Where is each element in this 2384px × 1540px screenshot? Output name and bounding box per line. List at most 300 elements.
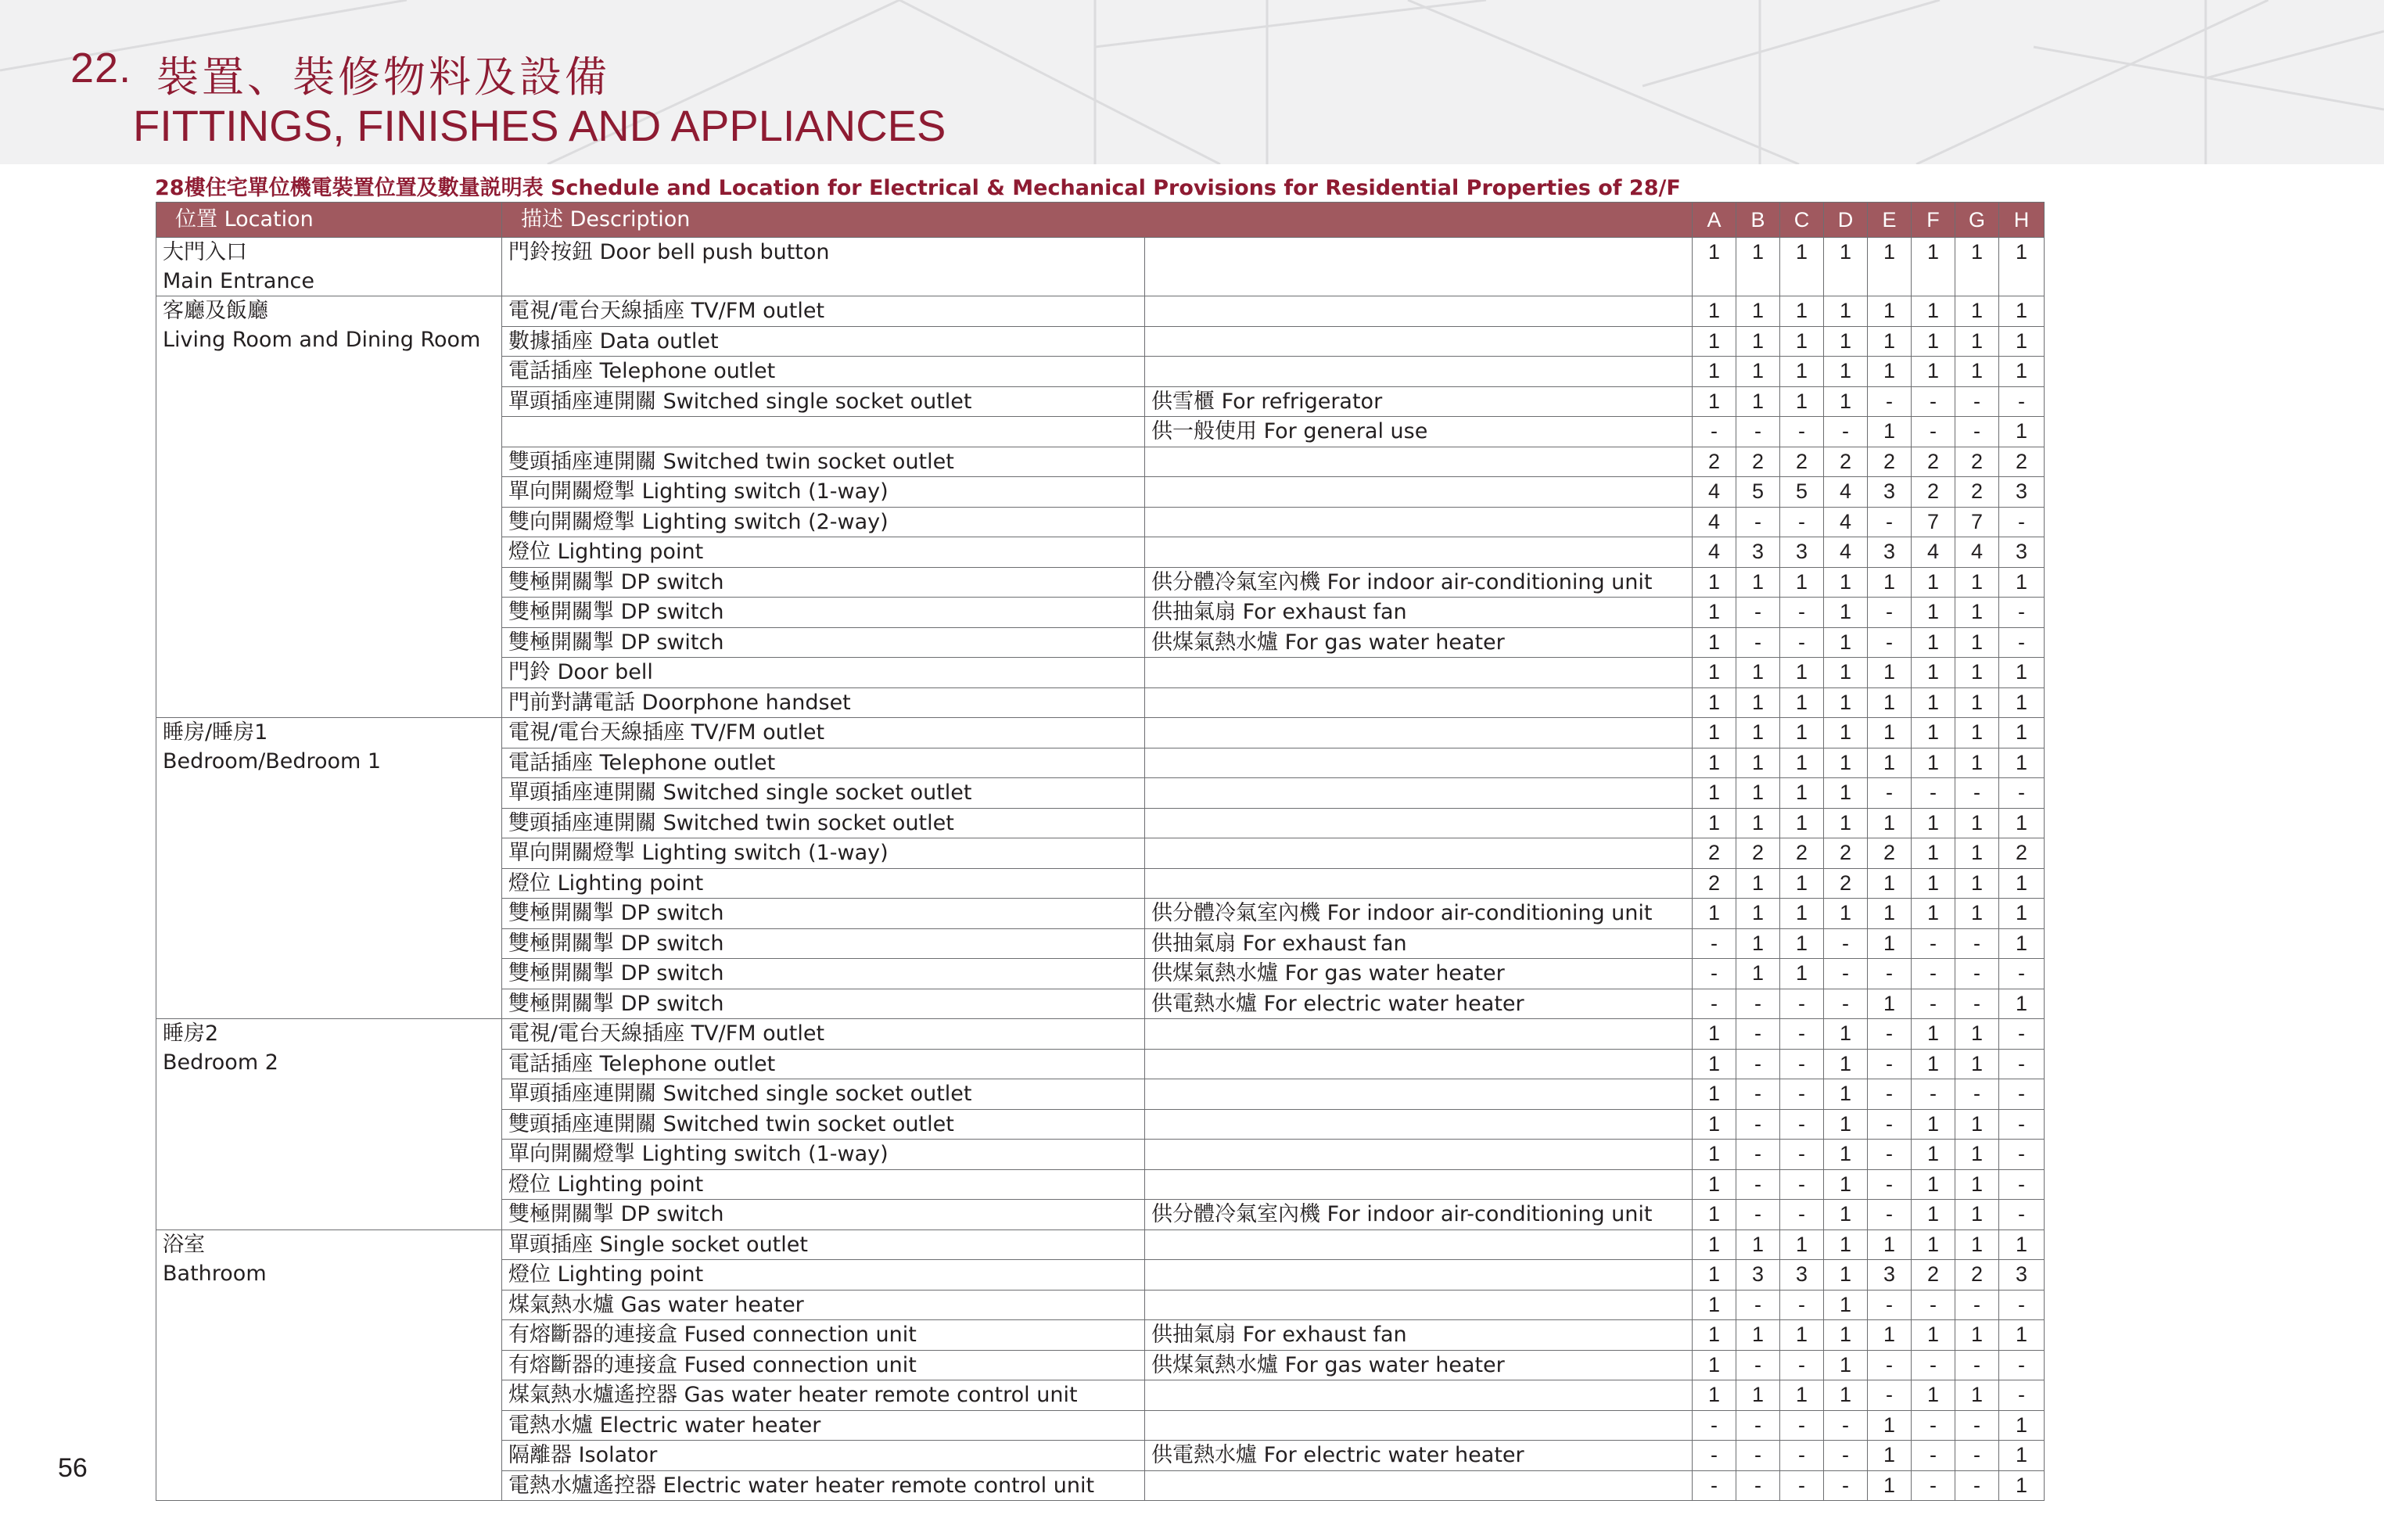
remark-cell: 供分體冷氣室內機 For indoor air-conditioning unit (1145, 1200, 1693, 1230)
description-cell: 門前對講電話 Doorphone handset (502, 687, 1145, 718)
quantity-cell: 1 (1780, 386, 1824, 417)
quantity-cell: 1 (1999, 1441, 2045, 1471)
quantity-cell: 1 (1955, 238, 1999, 296)
quantity-cell: 1 (1780, 326, 1824, 357)
quantity-cell: 1 (1912, 296, 1955, 327)
remark-cell (1145, 868, 1693, 899)
quantity-cell: 1 (1955, 598, 1999, 628)
quantity-cell: - (1693, 989, 1736, 1019)
quantity-cell: 1 (1999, 417, 2045, 447)
quantity-cell: 1 (1693, 386, 1736, 417)
quantity-cell: 1 (1736, 808, 1780, 838)
remark-cell (1145, 1169, 1693, 1200)
quantity-cell: - (1999, 1140, 2045, 1170)
quantity-cell: - (1736, 1049, 1780, 1079)
quantity-cell: 1 (1912, 1320, 1955, 1351)
quantity-cell: 2 (1780, 447, 1824, 477)
quantity-cell: - (1955, 1441, 1999, 1471)
quantity-cell: - (1780, 1019, 1824, 1050)
quantity-cell: - (1693, 928, 1736, 959)
quantity-cell: 1 (1736, 1380, 1780, 1411)
quantity-cell: 1 (1693, 567, 1736, 598)
description-cell: 數據插座 Data outlet (502, 326, 1145, 357)
quantity-cell: 1 (1736, 386, 1780, 417)
remark-cell (1145, 1229, 1693, 1260)
quantity-cell: 1 (1955, 1320, 1999, 1351)
location-cell (156, 238, 502, 296)
quantity-cell: - (1780, 1350, 1824, 1380)
quantity-cell: 1 (1693, 598, 1736, 628)
quantity-cell: 1 (1912, 357, 1955, 387)
quantity-cell: 1 (1824, 899, 1868, 929)
description-cell: 電熱水爐遙控器 Electric water heater remote control unit (502, 1470, 1145, 1501)
quantity-cell: 1 (1780, 1320, 1824, 1351)
quantity-cell: 1 (1868, 748, 1912, 778)
description-cell: 單頭插座連開關 Switched single socket outlet (502, 386, 1145, 417)
quantity-cell: - (1912, 989, 1955, 1019)
quantity-cell: - (1780, 1140, 1824, 1170)
quantity-cell: 1 (1693, 687, 1736, 718)
quantity-cell: 1 (1955, 838, 1999, 869)
quantity-cell: 1 (1693, 658, 1736, 688)
quantity-cell: 1 (1868, 326, 1912, 357)
quantity-cell: 1 (1955, 658, 1999, 688)
description-cell: 電話插座 Telephone outlet (502, 357, 1145, 387)
quantity-cell: 2 (1824, 447, 1868, 477)
remark-cell (1145, 748, 1693, 778)
description-cell: 雙頭插座連開關 Switched twin socket outlet (502, 447, 1145, 477)
quantity-cell: 3 (1868, 537, 1912, 568)
quantity-cell: - (1868, 1290, 1912, 1320)
header-unit: A (1693, 203, 1736, 238)
quantity-cell: - (1868, 1079, 1912, 1110)
header-unit: C (1780, 203, 1824, 238)
quantity-cell: - (1868, 1380, 1912, 1411)
quantity-cell: - (1955, 778, 1999, 809)
quantity-cell: - (1868, 1109, 1912, 1140)
quantity-cell: 1 (1780, 687, 1824, 718)
quantity-cell: 4 (1693, 477, 1736, 508)
quantity-cell: - (1999, 1290, 2045, 1320)
quantity-cell: 1 (1736, 1320, 1780, 1351)
quantity-cell: 1 (1868, 928, 1912, 959)
quantity-cell: 1 (1824, 357, 1868, 387)
quantity-cell: - (1868, 1019, 1912, 1050)
quantity-cell: - (1955, 959, 1999, 989)
quantity-cell: 1 (1693, 1049, 1736, 1079)
quantity-cell: 1 (1912, 326, 1955, 357)
remark-cell (1145, 1410, 1693, 1441)
remark-cell (1145, 838, 1693, 869)
quantity-cell: 1 (1693, 1380, 1736, 1411)
description-cell: 單頭插座連開關 Switched single socket outlet (502, 778, 1145, 809)
quantity-cell: 1 (1693, 1200, 1736, 1230)
quantity-cell: 1 (1780, 658, 1824, 688)
quantity-cell: - (1824, 1470, 1868, 1501)
quantity-cell: - (1868, 598, 1912, 628)
remark-cell: 供一般使用 For general use (1145, 417, 1693, 447)
quantity-cell: 4 (1693, 507, 1736, 537)
quantity-cell: 1 (1999, 989, 2045, 1019)
quantity-cell: 1 (1955, 899, 1999, 929)
remark-cell (1145, 1470, 1693, 1501)
quantity-cell: 1 (1780, 718, 1824, 748)
quantity-cell: 1 (1912, 1109, 1955, 1140)
quantity-cell: 5 (1780, 477, 1824, 508)
section-title-zh: 裝置、裝修物料及設備 (156, 52, 610, 102)
remark-cell: 供抽氣扇 For exhaust fan (1145, 928, 1693, 959)
quantity-cell: - (1999, 598, 2045, 628)
quantity-cell: 4 (1824, 507, 1868, 537)
quantity-cell: 1 (1868, 1320, 1912, 1351)
quantity-cell: 1 (1868, 687, 1912, 718)
quantity-cell: - (1780, 1169, 1824, 1200)
quantity-cell: - (1780, 1290, 1824, 1320)
quantity-cell: 1 (1693, 1260, 1736, 1291)
quantity-cell: 1 (1999, 808, 2045, 838)
description-cell: 隔離器 Isolator (502, 1441, 1145, 1471)
quantity-cell: 1 (1780, 808, 1824, 838)
quantity-cell: 2 (1868, 447, 1912, 477)
remark-cell: 供分體冷氣室內機 For indoor air-conditioning unit (1145, 899, 1693, 929)
header-unit: H (1999, 203, 2045, 238)
quantity-cell: 3 (1999, 1260, 2045, 1291)
quantity-cell: 1 (1912, 1049, 1955, 1079)
section-number: 22. (70, 45, 132, 92)
quantity-cell: 1 (1955, 1049, 1999, 1079)
quantity-cell: 1 (1955, 687, 1999, 718)
location-name-zh: 客廳及飯廳 (163, 299, 268, 323)
table-row (156, 296, 2045, 327)
quantity-cell: 1 (1999, 1320, 2045, 1351)
quantity-cell: - (1780, 1109, 1824, 1140)
quantity-cell: - (1912, 1441, 1955, 1471)
quantity-cell: 2 (1912, 447, 1955, 477)
quantity-cell: 1 (1780, 296, 1824, 327)
remark-cell (1145, 658, 1693, 688)
quantity-cell: - (1736, 1470, 1780, 1501)
remark-cell (1145, 1260, 1693, 1291)
quantity-cell: 1 (1824, 1200, 1868, 1230)
remark-cell (1145, 778, 1693, 809)
quantity-cell: 1 (1999, 567, 2045, 598)
quantity-cell: 1 (1693, 238, 1736, 296)
quantity-cell: 1 (1824, 808, 1868, 838)
quantity-cell: 1 (1693, 748, 1736, 778)
quantity-cell: 1 (1780, 1380, 1824, 1411)
quantity-cell: - (1693, 1410, 1736, 1441)
quantity-cell: - (1736, 1169, 1780, 1200)
quantity-cell: 1 (1824, 1290, 1868, 1320)
description-cell: 雙頭插座連開關 Switched twin socket outlet (502, 808, 1145, 838)
quantity-cell: 1 (1693, 627, 1736, 658)
quantity-cell: 1 (1780, 868, 1824, 899)
quantity-cell: 1 (1999, 357, 2045, 387)
quantity-cell: 1 (1693, 1229, 1736, 1260)
quantity-cell: 1 (1955, 718, 1999, 748)
remark-cell (1145, 1019, 1693, 1050)
quantity-cell: 1 (1824, 238, 1868, 296)
quantity-cell: 1 (1736, 357, 1780, 387)
quantity-cell: - (1912, 928, 1955, 959)
quantity-cell: 1 (1912, 1200, 1955, 1230)
quantity-cell: 1 (1693, 1320, 1736, 1351)
quantity-cell: 1 (1824, 1140, 1868, 1170)
quantity-cell: - (1955, 1350, 1999, 1380)
quantity-cell: - (1868, 1350, 1912, 1380)
remark-cell (1145, 1140, 1693, 1170)
quantity-cell: - (1824, 1441, 1868, 1471)
quantity-cell: - (1736, 1410, 1780, 1441)
quantity-cell: - (1999, 1350, 2045, 1380)
location-cell (156, 296, 502, 718)
quantity-cell: 4 (1693, 537, 1736, 568)
quantity-cell: 1 (1912, 1229, 1955, 1260)
quantity-cell: 1 (1955, 567, 1999, 598)
quantity-cell: 1 (1824, 326, 1868, 357)
quantity-cell: - (1780, 627, 1824, 658)
quantity-cell: 1 (1693, 899, 1736, 929)
remark-cell: 供抽氣扇 For exhaust fan (1145, 598, 1693, 628)
quantity-cell: 1 (1912, 627, 1955, 658)
quantity-cell: 1 (1824, 386, 1868, 417)
description-cell (502, 417, 1145, 447)
quantity-cell: - (1999, 507, 2045, 537)
remark-cell (1145, 447, 1693, 477)
remark-cell (1145, 507, 1693, 537)
quantity-cell: 1 (1736, 567, 1780, 598)
quantity-cell: - (1912, 1410, 1955, 1441)
quantity-cell: - (1955, 417, 1999, 447)
quantity-cell: - (1868, 507, 1912, 537)
description-cell: 電視/電台天線插座 TV/FM outlet (502, 296, 1145, 327)
quantity-cell: 1 (1824, 1320, 1868, 1351)
quantity-cell: 1 (1693, 1019, 1736, 1050)
location-name-en: Bedroom/Bedroom 1 (163, 749, 382, 774)
description-cell: 雙極開關掣 DP switch (502, 1200, 1145, 1230)
remark-cell (1145, 326, 1693, 357)
quantity-cell: 1 (1693, 1169, 1736, 1200)
description-cell: 單頭插座連開關 Switched single socket outlet (502, 1079, 1145, 1110)
quantity-cell: - (1912, 1290, 1955, 1320)
quantity-cell: - (1999, 959, 2045, 989)
quantity-cell: - (1955, 928, 1999, 959)
quantity-cell: - (1736, 1109, 1780, 1140)
quantity-cell: - (1999, 386, 2045, 417)
remark-cell (1145, 296, 1693, 327)
quantity-cell: 1 (1824, 778, 1868, 809)
quantity-cell: 1 (1736, 928, 1780, 959)
quantity-cell: 1 (1693, 1109, 1736, 1140)
quantity-cell: 1 (1693, 326, 1736, 357)
description-cell: 門鈴 Door bell (502, 658, 1145, 688)
quantity-cell: 1 (1955, 1019, 1999, 1050)
remark-cell: 供煤氣熱水爐 For gas water heater (1145, 627, 1693, 658)
quantity-cell: 2 (1780, 838, 1824, 869)
quantity-cell: - (1912, 386, 1955, 417)
quantity-cell: 3 (1736, 1260, 1780, 1291)
quantity-cell: 4 (1912, 537, 1955, 568)
quantity-cell: 2 (1999, 447, 2045, 477)
quantity-cell: 1 (1955, 1200, 1999, 1230)
remark-cell (1145, 687, 1693, 718)
quantity-cell: 1 (1780, 357, 1824, 387)
quantity-cell: - (1824, 989, 1868, 1019)
quantity-cell: 1 (1912, 658, 1955, 688)
quantity-cell: 1 (1868, 808, 1912, 838)
quantity-cell: 1 (1868, 238, 1912, 296)
description-cell: 電視/電台天線插座 TV/FM outlet (502, 1019, 1145, 1050)
description-cell: 雙極開關掣 DP switch (502, 627, 1145, 658)
quantity-cell: - (1999, 1109, 2045, 1140)
remark-cell (1145, 238, 1693, 296)
quantity-cell: 1 (1868, 658, 1912, 688)
quantity-cell: 1 (1736, 296, 1780, 327)
quantity-cell: - (1999, 1049, 2045, 1079)
quantity-cell: 3 (1999, 477, 2045, 508)
quantity-cell: 1 (1736, 868, 1780, 899)
quantity-cell: 1 (1824, 1079, 1868, 1110)
quantity-cell: - (1824, 959, 1868, 989)
quantity-cell: - (1780, 417, 1824, 447)
description-cell: 煤氣熱水爐 Gas water heater (502, 1290, 1145, 1320)
quantity-cell: 2 (1693, 868, 1736, 899)
location-cell (156, 1019, 502, 1230)
quantity-cell: - (1780, 1200, 1824, 1230)
quantity-cell: 3 (1868, 1260, 1912, 1291)
quantity-cell: 1 (1824, 1169, 1868, 1200)
remark-cell (1145, 808, 1693, 838)
quantity-cell: 1 (1955, 1140, 1999, 1170)
quantity-cell: 1 (1824, 1049, 1868, 1079)
quantity-cell: 1 (1999, 238, 2045, 296)
quantity-cell: - (1868, 959, 1912, 989)
quantity-cell: - (1736, 417, 1780, 447)
remark-cell: 供抽氣扇 For exhaust fan (1145, 1320, 1693, 1351)
quantity-cell: - (1955, 1470, 1999, 1501)
quantity-cell: 1 (1999, 1470, 2045, 1501)
quantity-cell: - (1736, 1290, 1780, 1320)
remark-cell: 供分體冷氣室內機 For indoor air-conditioning unit (1145, 567, 1693, 598)
quantity-cell: 1 (1693, 718, 1736, 748)
quantity-cell: 2 (1824, 868, 1868, 899)
quantity-cell: 1 (1999, 899, 2045, 929)
quantity-cell: 2 (1693, 838, 1736, 869)
remark-cell (1145, 1079, 1693, 1110)
quantity-cell: - (1780, 1410, 1824, 1441)
quantity-cell: 1 (1955, 627, 1999, 658)
quantity-cell: 3 (1780, 1260, 1824, 1291)
quantity-cell: 1 (1824, 627, 1868, 658)
quantity-cell: 1 (1780, 959, 1824, 989)
location-name-zh: 浴室 (163, 1232, 205, 1257)
remark-cell: 供雪櫃 For refrigerator (1145, 386, 1693, 417)
header-unit: G (1955, 203, 1999, 238)
remark-cell: 供煤氣熱水爐 For gas water heater (1145, 959, 1693, 989)
quantity-cell: 1 (1736, 899, 1780, 929)
header-unit: D (1824, 203, 1868, 238)
quantity-cell: - (1780, 598, 1824, 628)
remark-cell (1145, 1049, 1693, 1079)
quantity-cell: 1 (1955, 1229, 1999, 1260)
remark-cell: 供電熱水爐 For electric water heater (1145, 1441, 1693, 1471)
quantity-cell: - (1736, 1019, 1780, 1050)
location-name-zh: 睡房2 (163, 1021, 219, 1046)
quantity-cell: - (1868, 1200, 1912, 1230)
quantity-cell: 1 (1868, 1441, 1912, 1471)
location-name-en: Living Room and Dining Room (163, 328, 481, 352)
quantity-cell: 1 (1912, 808, 1955, 838)
quantity-cell: 1 (1912, 1140, 1955, 1170)
quantity-cell: 2 (1736, 447, 1780, 477)
quantity-cell: 1 (1912, 238, 1955, 296)
description-cell: 電話插座 Telephone outlet (502, 748, 1145, 778)
page-number: 56 (58, 1453, 88, 1483)
quantity-cell: - (1955, 1079, 1999, 1110)
quantity-cell: - (1955, 1410, 1999, 1441)
quantity-cell: 1 (1999, 928, 2045, 959)
quantity-cell: 1 (1693, 357, 1736, 387)
section-title-en: FITTINGS, FINISHES AND APPLIANCES (133, 101, 946, 150)
quantity-cell: 1 (1736, 238, 1780, 296)
quantity-cell: - (1780, 1049, 1824, 1079)
quantity-cell: - (1780, 1079, 1824, 1110)
location-name-en: Bathroom (163, 1261, 267, 1286)
quantity-cell: - (1868, 627, 1912, 658)
quantity-cell: 1 (1912, 899, 1955, 929)
quantity-cell: - (1824, 1410, 1868, 1441)
quantity-cell: 1 (1999, 296, 2045, 327)
quantity-cell: 1 (1693, 296, 1736, 327)
quantity-cell: 1 (1999, 1229, 2045, 1260)
quantity-cell: - (1693, 1441, 1736, 1471)
quantity-cell: - (1868, 386, 1912, 417)
quantity-cell: 2 (1824, 838, 1868, 869)
quantity-cell: 1 (1736, 326, 1780, 357)
quantity-cell: 2 (1999, 838, 2045, 869)
quantity-cell: 1 (1824, 1350, 1868, 1380)
quantity-cell: 1 (1824, 567, 1868, 598)
quantity-cell: 1 (1736, 748, 1780, 778)
quantity-cell: 3 (1780, 537, 1824, 568)
table-row (156, 1229, 2045, 1260)
quantity-cell: 1 (1955, 748, 1999, 778)
quantity-cell: 1 (1868, 718, 1912, 748)
quantity-cell: 1 (1912, 1380, 1955, 1411)
quantity-cell: 1 (1736, 718, 1780, 748)
location-name-en: Main Entrance (163, 269, 315, 293)
description-cell: 雙向開關燈掣 Lighting switch (2-way) (502, 507, 1145, 537)
quantity-cell: 1 (1912, 1169, 1955, 1200)
quantity-cell: 1 (1780, 1229, 1824, 1260)
quantity-cell: - (1780, 1470, 1824, 1501)
quantity-cell: - (1736, 598, 1780, 628)
quantity-cell: 1 (1824, 1109, 1868, 1140)
quantity-cell: 1 (1736, 687, 1780, 718)
quantity-cell: 4 (1955, 537, 1999, 568)
quantity-cell: 2 (1868, 838, 1912, 869)
quantity-cell: 1 (1999, 1410, 2045, 1441)
remark-cell (1145, 357, 1693, 387)
quantity-cell: 1 (1693, 1140, 1736, 1170)
quantity-cell: 1 (1999, 868, 2045, 899)
location-name-en: Bedroom 2 (163, 1050, 278, 1075)
quantity-cell: 1 (1736, 1229, 1780, 1260)
quantity-cell: - (1955, 989, 1999, 1019)
quantity-cell: - (1780, 1441, 1824, 1471)
quantity-cell: 1 (1912, 838, 1955, 869)
quantity-cell: 1 (1868, 989, 1912, 1019)
